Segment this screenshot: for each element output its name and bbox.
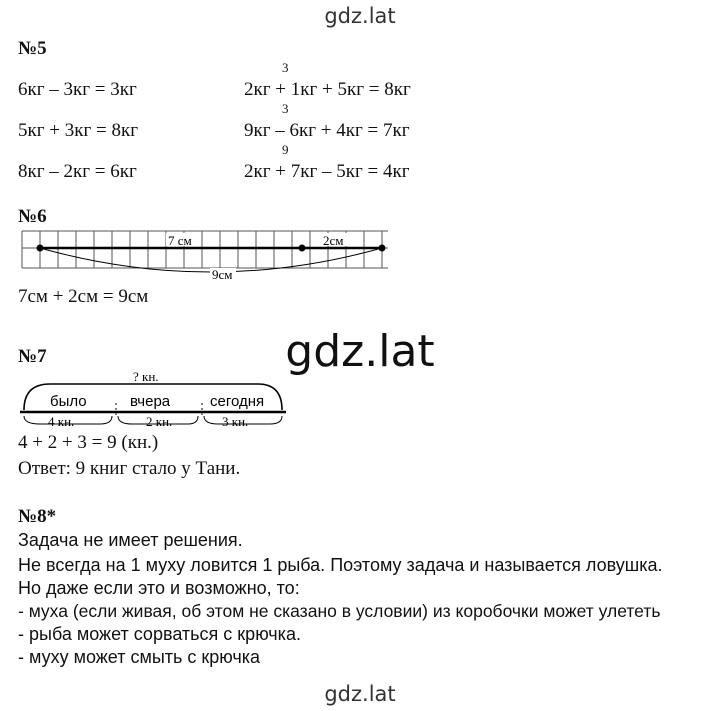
task5-note-2: 3 bbox=[282, 101, 289, 116]
part-1-count: 4 кн. bbox=[48, 414, 75, 429]
task6-equation: 7см + 2см = 9см bbox=[18, 286, 149, 307]
task5-heading: №5 bbox=[18, 38, 47, 59]
task8-line-1: Задача не имеет решения. bbox=[18, 530, 243, 550]
task8-line-6: - муху может смыть с крючка bbox=[18, 647, 261, 667]
part-3-count: 3 кн. bbox=[222, 414, 249, 429]
task5-right-eq-3: 2кг + 7кг – 5кг = 4кг bbox=[244, 161, 410, 182]
watermark-middle: gdz.lat bbox=[285, 326, 435, 377]
part-2-name: вчера bbox=[130, 393, 171, 410]
segment-b-label: 2см bbox=[323, 233, 344, 248]
task8-line-5: - рыба может сорваться с крючка. bbox=[18, 624, 301, 644]
part-2-count: 2 кн. bbox=[146, 414, 173, 429]
part-1-name: было bbox=[50, 393, 87, 410]
watermark-bottom: gdz.lat bbox=[324, 682, 396, 706]
task7-answer: Ответ: 9 книг стало у Тани. bbox=[18, 458, 241, 479]
task5-right-eq-2: 9кг – 6кг + 4кг = 7кг bbox=[244, 120, 410, 141]
part-3-name: сегодня bbox=[210, 393, 265, 410]
point-middle bbox=[299, 245, 306, 252]
task5-left-eq-3: 8кг – 2кг = 6кг bbox=[18, 161, 137, 182]
task8-line-4: - муха (если живая, об этом не сказано в условии) из коробочки может улететь bbox=[18, 601, 661, 621]
watermark-top: gdz.lat bbox=[324, 4, 396, 28]
task5-note-3: 9 bbox=[282, 142, 289, 157]
segment-a-label: 7 см bbox=[168, 233, 192, 248]
task5-right-eq-1: 2кг + 1кг + 5кг = 8кг bbox=[244, 79, 411, 100]
total-books-label: ? кн. bbox=[133, 369, 159, 384]
total-label: 9см bbox=[212, 267, 233, 282]
task5-left-eq-2: 5кг + 3кг = 8кг bbox=[18, 120, 139, 141]
task8-line-2: Не всегда на 1 муху ловится 1 рыба. Поэтому задача и называется ловушка. bbox=[18, 555, 663, 575]
task7-heading: №7 bbox=[18, 346, 47, 367]
task5-left-eq-1: 6кг – 3кг = 3кг bbox=[18, 79, 137, 100]
task8-line-3: Но даже если это и возможно, то: bbox=[18, 578, 300, 598]
task8-heading: №8* bbox=[18, 506, 57, 527]
task5-note-1: 3 bbox=[282, 60, 289, 75]
task7-equation: 4 + 2 + 3 = 9 (кн.) bbox=[18, 432, 159, 453]
task6-heading: №6 bbox=[18, 206, 47, 227]
